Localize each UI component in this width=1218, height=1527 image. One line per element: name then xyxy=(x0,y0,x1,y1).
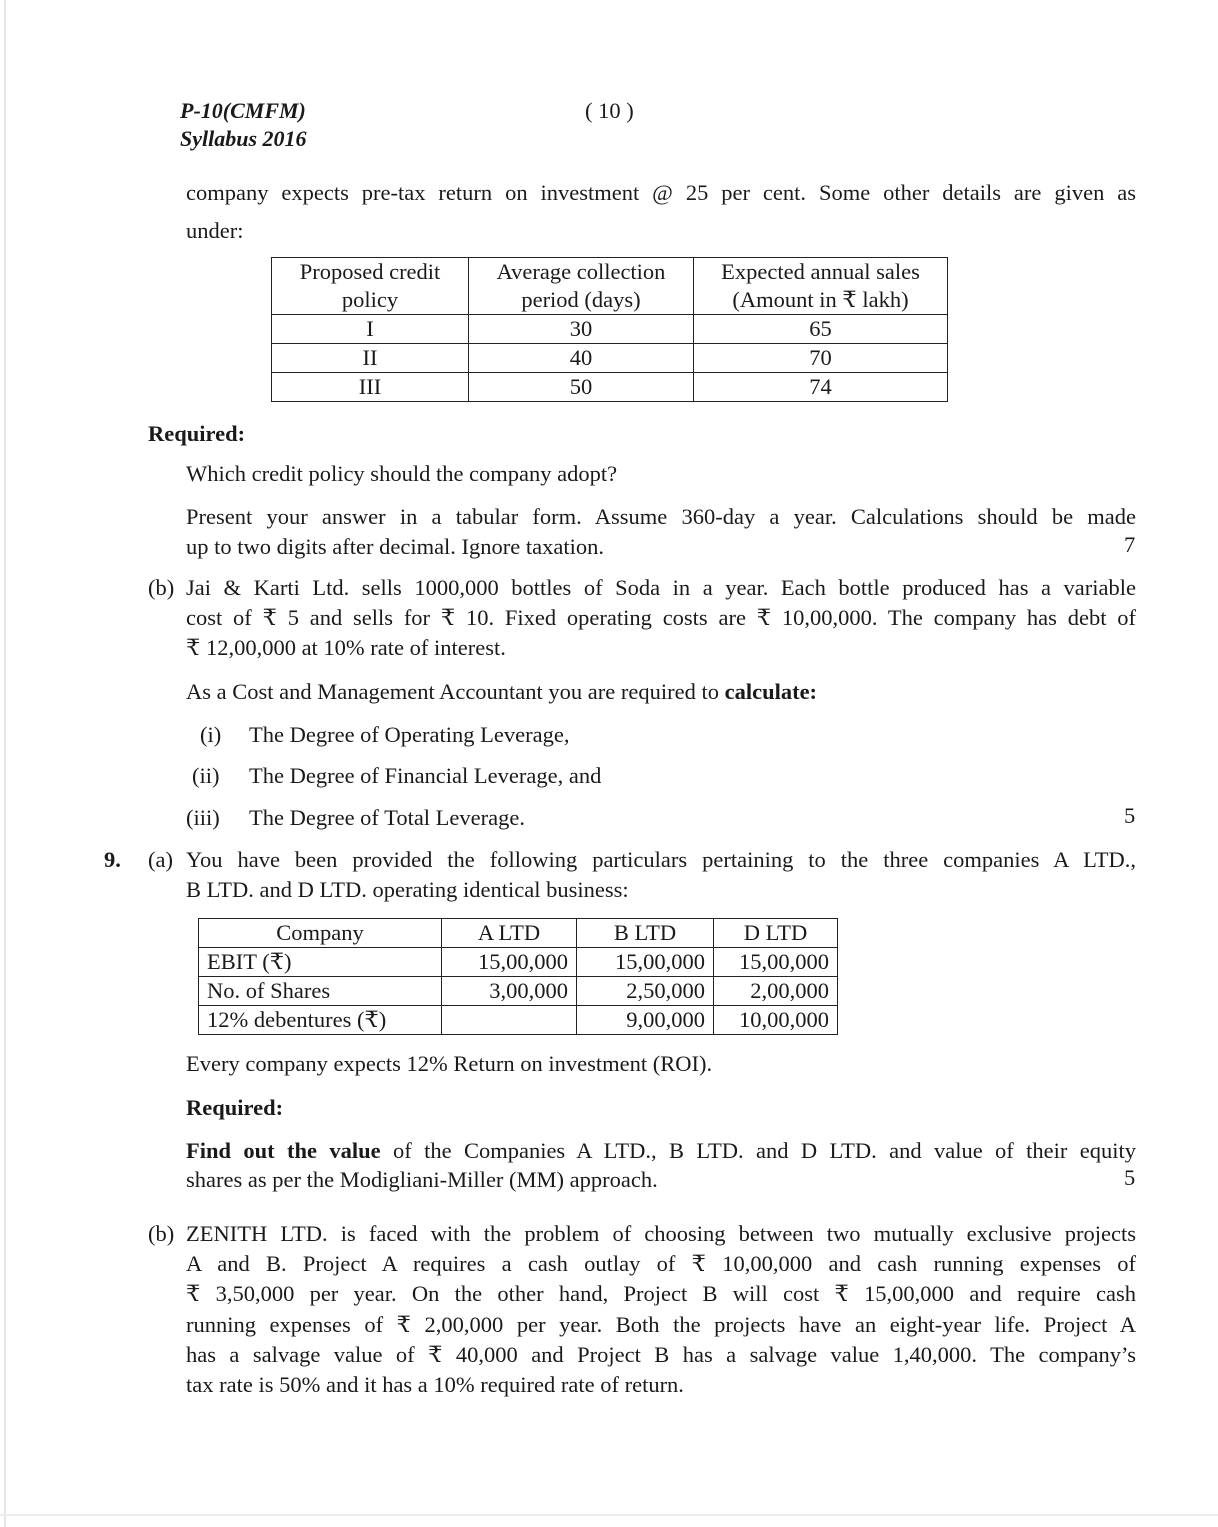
q8b-item-num: (i) xyxy=(200,722,222,747)
q8b-item-num: (ii) xyxy=(192,763,220,788)
q9a-find-bold: Find out the value xyxy=(186,1138,381,1163)
q8b-line3: ₹ 12,00,000 at 10% rate of interest. xyxy=(186,635,506,660)
page-number: ( 10 ) xyxy=(585,98,634,123)
q9a-required-label: Required: xyxy=(186,1095,284,1120)
table-row xyxy=(272,344,948,373)
q9b-line: A and B. Project A requires a cash outlay of ₹ 10,00,000 and cash running expenses of xyxy=(186,1251,1136,1276)
q8a-instructions-line1: Present your answer in a tabular form. Assume 360-day a year. Calculations should be made xyxy=(186,504,1136,529)
table-cell: 15,00,000 xyxy=(714,948,838,977)
table-row xyxy=(272,315,948,344)
table-cell: 74 xyxy=(694,373,948,402)
header-line: (Amount in ₹ lakh) xyxy=(732,287,909,312)
q9a-find-rest: of the Companies A LTD., B LTD. and D LTD. and value of their equity xyxy=(380,1138,1136,1163)
q8b-item-text: The Degree of Operating Leverage, xyxy=(249,722,570,747)
table-header-cell: Company xyxy=(199,919,442,948)
table-cell: No. of Shares xyxy=(199,977,442,1006)
q9b-line: ₹ 3,50,000 per year. On the other hand, Project B will cost ₹ 15,00,000 and require cash xyxy=(186,1281,1136,1306)
q8b-prompt-bold: calculate: xyxy=(724,679,818,704)
q8b-label: (b) xyxy=(148,575,175,600)
table-cell: 65 xyxy=(694,315,948,344)
q8b-prompt-text: As a Cost and Management Accountant you are required to xyxy=(186,679,725,704)
table-header-cell: D LTD xyxy=(714,919,838,948)
table-cell: I xyxy=(272,315,469,344)
table-header-row xyxy=(272,258,948,315)
q8a-question: Which credit policy should the company adopt? xyxy=(186,461,618,486)
table-header-row xyxy=(199,919,838,948)
q8b-prompt xyxy=(186,677,817,707)
q8b-item-num: (iii) xyxy=(186,805,220,830)
table-cell: 3,00,000 xyxy=(442,977,577,1006)
table-row xyxy=(272,373,948,402)
q8b-marks: 5 xyxy=(1124,803,1136,828)
table-cell: 15,00,000 xyxy=(442,948,577,977)
header-line: policy xyxy=(341,287,399,312)
table-header-cell xyxy=(469,258,694,315)
companies-table xyxy=(198,918,838,1035)
credit-policy-table xyxy=(271,257,948,402)
table-cell: 9,00,000 xyxy=(577,1006,714,1035)
q9a-find-line2: shares as per the Modigliani-Miller (MM) approach. xyxy=(186,1167,658,1192)
page-bottom-edge xyxy=(0,1514,1218,1516)
q9b-line: running expenses of ₹ 2,00,000 per year. Both the projects have an eight-year life. Project A xyxy=(186,1312,1136,1337)
table-header-cell: B LTD xyxy=(577,919,714,948)
q8b-item-text: The Degree of Total Leverage. xyxy=(249,805,525,830)
q9b-label: (b) xyxy=(148,1221,175,1246)
q8b-line2: cost of ₹ 5 and sells for ₹ 10. Fixed operating costs are ₹ 10,00,000. The company has debt of xyxy=(186,605,1136,630)
header-line: Expected annual sales xyxy=(721,259,920,284)
table-cell: 50 xyxy=(469,373,694,402)
q9b-line: tax rate is 50% and it has a 10% required rate of return. xyxy=(186,1372,684,1397)
header-line: period (days) xyxy=(521,287,641,312)
table-cell: 12% debentures (₹) xyxy=(199,1006,442,1035)
page-edge-shadow xyxy=(4,0,6,1527)
table-header-cell xyxy=(272,258,469,315)
table-cell: 10,00,000 xyxy=(714,1006,838,1035)
table-cell: 15,00,000 xyxy=(577,948,714,977)
table-cell: EBIT (₹) xyxy=(199,948,442,977)
q8a-marks: 7 xyxy=(1124,532,1136,557)
q9-number: 9. xyxy=(104,847,121,872)
q8a-intro-line1: company expects pre-tax return on investment @ 25 per cent. Some other details are given as xyxy=(186,180,1136,205)
q8b-item-text: The Degree of Financial Leverage, and xyxy=(249,763,602,788)
q9a-label: (a) xyxy=(148,847,173,872)
table-cell: 40 xyxy=(469,344,694,373)
syllabus-year: Syllabus 2016 xyxy=(180,126,307,151)
q8b-line1: Jai & Karti Ltd. sells 1000,000 bottles of Soda in a year. Each bottle produced has a variable xyxy=(186,575,1136,600)
table-cell xyxy=(442,1006,577,1035)
table-cell: II xyxy=(272,344,469,373)
table-header-cell xyxy=(694,258,948,315)
q9a-find-line1 xyxy=(186,1136,1136,1166)
paper-code: P-10(CMFM) xyxy=(180,98,306,123)
table-row xyxy=(199,1006,838,1035)
table-row xyxy=(199,977,838,1006)
q9b-line: has a salvage value of ₹ 40,000 and Project B has a salvage value 1,40,000. The company’s xyxy=(186,1342,1136,1367)
table-cell: III xyxy=(272,373,469,402)
q8a-intro-line2: under: xyxy=(186,218,244,243)
q9b-line: ZENITH LTD. is faced with the problem of choosing between two mutually exclusive projects xyxy=(186,1221,1136,1246)
table-header-cell: A LTD xyxy=(442,919,577,948)
q9a-roi-note: Every company expects 12% Return on investment (ROI). xyxy=(186,1051,713,1076)
q9a-line1: You have been provided the following particulars pertaining to the three companies A LTD., xyxy=(186,847,1136,872)
header-line: Proposed credit xyxy=(299,259,441,284)
table-cell: 2,50,000 xyxy=(577,977,714,1006)
q8a-instructions-line2: up to two digits after decimal. Ignore taxation. xyxy=(186,534,605,559)
q8a-required-label: Required: xyxy=(148,421,246,446)
q9a-marks: 5 xyxy=(1124,1165,1136,1190)
table-row xyxy=(199,948,838,977)
header-line: Average collection xyxy=(496,259,666,284)
table-cell: 30 xyxy=(469,315,694,344)
table-cell: 70 xyxy=(694,344,948,373)
table-cell: 2,00,000 xyxy=(714,977,838,1006)
q9a-line2: B LTD. and D LTD. operating identical business: xyxy=(186,877,629,902)
